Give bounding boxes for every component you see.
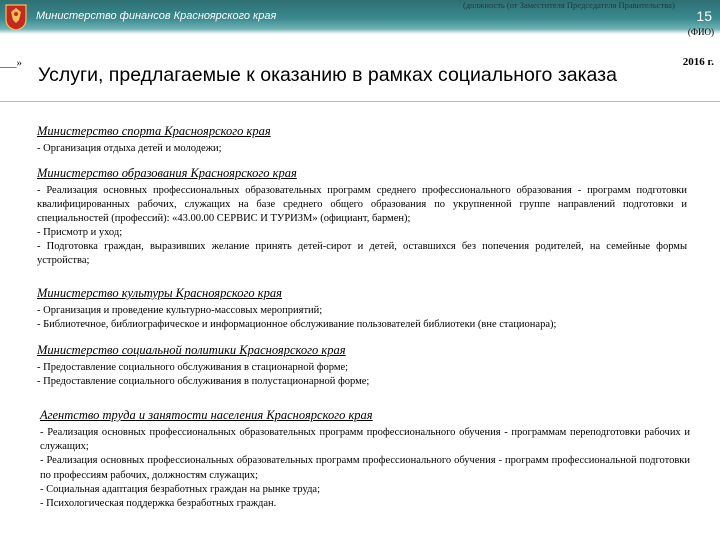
section-social-policy-ministry (37, 343, 687, 389)
section-heading: Министерство культуры Красноярского края (37, 286, 282, 300)
list-item: - Присмотр и уход; (37, 227, 123, 238)
section-heading: Агентство труда и занятости населения Красноярского края (40, 408, 373, 422)
section-culture-ministry (37, 286, 687, 332)
fio-note: (ФИО) (687, 27, 714, 37)
date-quote-mark: ___» (0, 57, 22, 69)
list-item: - Библиотечное, библиографическое и информационное обслуживание пользователей библиотеки (вне стационара); (37, 319, 557, 330)
ministry-title: Министерство финансов Красноярского края (36, 10, 277, 22)
position-note: (должность (от Заместителя Председателя Правительства) (463, 0, 675, 10)
section-sport-ministry (37, 124, 687, 156)
krasnoyarsk-coat-of-arms-icon (4, 3, 28, 31)
page-title: Услуги, предлагаемые к оказанию в рамках социального заказа (38, 64, 617, 86)
list-item: - Реализация основных профессиональных образовательных программ профессионального обучения - программ профессиональной подготовки по профессиям рабочих, должностям служащих; (40, 455, 690, 481)
section-heading: Министерство образования Красноярского края (37, 166, 297, 180)
list-item: - Предоставление социального обслуживания в полустационарной форме; (37, 376, 370, 387)
section-heading: Министерство социальной политики Красноярского края (37, 343, 346, 357)
list-item: - Организация и проведение культурно-массовых мероприятий; (37, 305, 323, 316)
page-number: 15 (696, 8, 712, 24)
list-item: - Организация отдыха детей и молодежи; (37, 143, 222, 154)
divider (0, 101, 720, 102)
section-labor-agency (40, 408, 690, 511)
section-education-ministry (37, 166, 687, 268)
list-item: - Реализация основных профессиональных образовательных программ профессионального обучения - программам переподготовки рабочих и служащих; (40, 427, 690, 453)
list-item: - Предоставление социального обслуживания в стационарной форме; (37, 362, 349, 373)
year-note: 2016 г. (682, 56, 714, 68)
list-item: - Психологическая поддержка безработных граждан. (40, 498, 277, 510)
list-item: - Реализация основных профессиональных образовательных программ среднего профессионального образования - программ подготовки квалифицированных рабочих, служащих на базе среднего общего образования по укрупненной группе направлений подготовки и специальностей (профессий): «43.00.00 СЕРВИС И ТУРИЗМ» (официант, бармен); (37, 185, 687, 224)
list-item: - Социальная адаптация безработных граждан на рынке труда; (40, 483, 320, 495)
list-item: - Подготовка граждан, выразивших желание принять детей-сирот и детей, оставшихся без попечения родителей, на семейные формы устройства; (37, 241, 687, 266)
section-heading: Министерство спорта Красноярского края (37, 124, 271, 138)
